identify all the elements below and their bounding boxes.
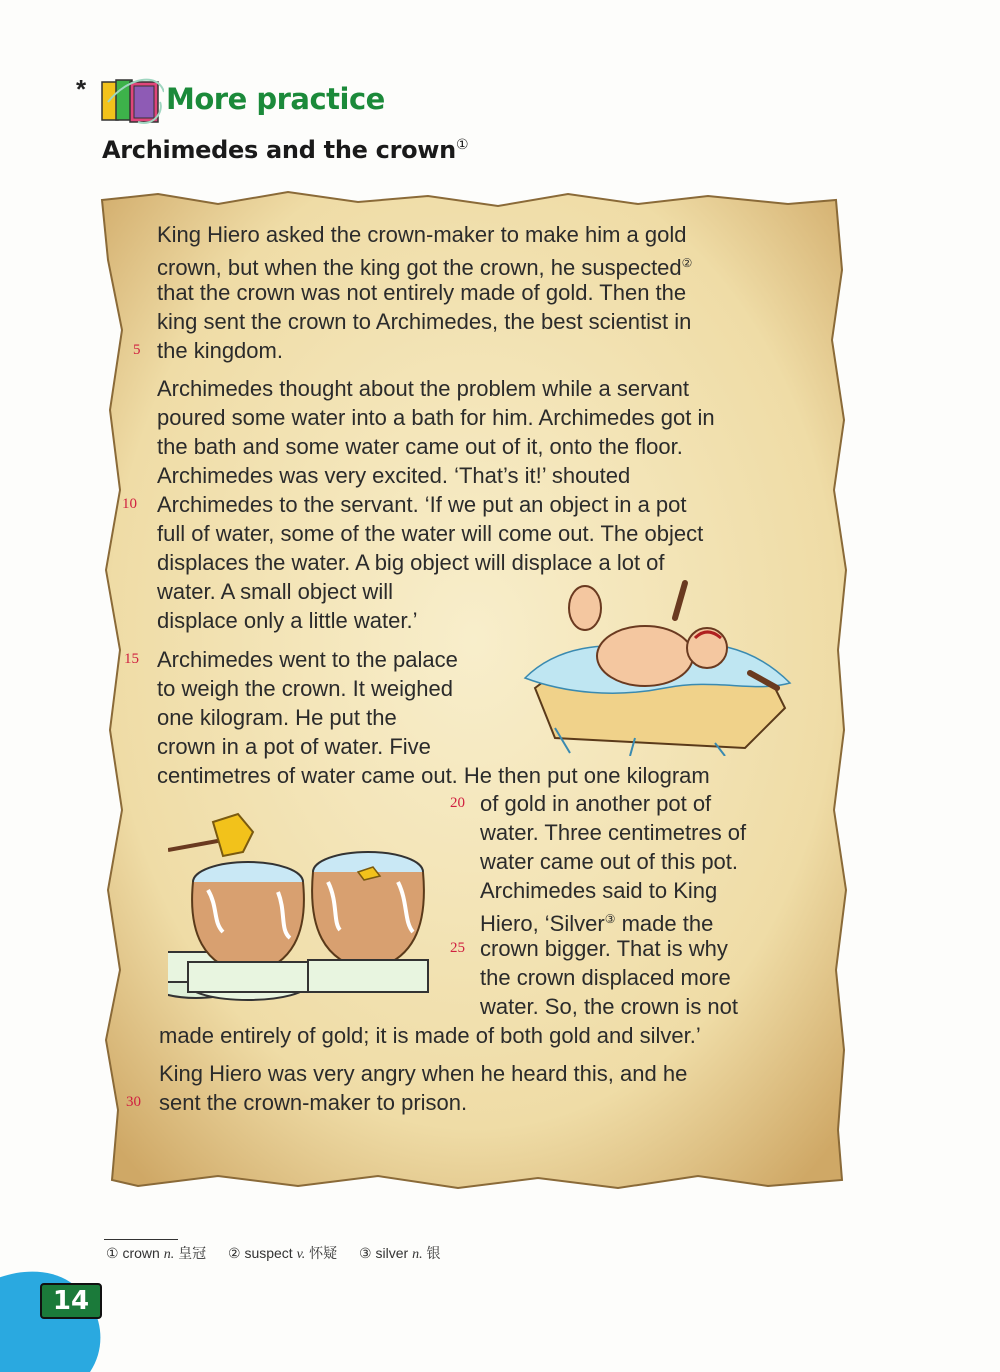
story-line-9: Archimedes was very excited. ‘That’s it!’ shouted — [157, 463, 631, 488]
story-line-3: that the crown was not entirely made of gold. Then the — [157, 280, 687, 305]
story-line-30: sent the crown-maker to prison. — [159, 1090, 468, 1115]
water-pots-illustration — [168, 812, 443, 1012]
footnote-1 — [106, 1245, 206, 1261]
story-line-29: King Hiero was very angry when he heard this, and he — [159, 1061, 688, 1086]
story-line-8: the bath and some water came out of it, onto the floor. — [157, 434, 683, 459]
books-icon — [98, 72, 164, 126]
footnotes — [106, 1243, 458, 1263]
footnote-3-mark: ③ — [359, 1245, 372, 1261]
footnote-2-mark: ② — [227, 1245, 241, 1261]
line-number-20: 20 — [450, 795, 465, 811]
footnote-3-meaning: 银 — [426, 1245, 441, 1261]
footnote-3-word: silver — [375, 1245, 409, 1261]
story-line-15: Archimedes went to the palace — [157, 647, 458, 672]
footnote-rule — [104, 1239, 178, 1240]
story-line-12: displaces the water. A big object will displace a lot of — [157, 550, 665, 575]
story-line-23: Archimedes said to King — [480, 878, 718, 903]
line-number-10: 10 — [122, 496, 137, 512]
footnote-2-word: suspect — [244, 1245, 293, 1261]
story-line-16: to weigh the crown. It weighed — [157, 676, 453, 701]
story-line-2-text: crown, but when the king got the crown, he suspected — [157, 255, 682, 280]
story-line-22: water came out of this pot. — [480, 849, 739, 874]
story-line-6: Archimedes thought about the problem while a servant — [157, 376, 689, 401]
story-line-13: water. A small object will — [157, 579, 393, 604]
story-title-text: Archimedes and the crown — [102, 136, 456, 164]
section-title: More practice — [166, 82, 385, 116]
footnote-ref-2: ② — [681, 256, 693, 270]
story-line-14: displace only a little water.’ — [157, 608, 418, 633]
story-line-11: full of water, some of the water will come out. The object — [157, 521, 704, 546]
story-line-5: the kingdom. — [157, 338, 283, 363]
footnote-3-pos: n. — [412, 1247, 423, 1262]
story-line-1: King Hiero asked the crown-maker to make him a gold — [157, 222, 687, 247]
footnote-2-pos: v. — [296, 1247, 306, 1262]
footnote-ref-3: ③ — [604, 912, 616, 926]
story-line-19: centimetres of water came out. He then put one kilogram — [157, 763, 710, 788]
footnote-1-word: crown — [122, 1245, 160, 1261]
footnote-1-mark: ① — [106, 1245, 119, 1261]
archimedes-bath-illustration — [515, 578, 800, 756]
line-number-30: 30 — [126, 1094, 141, 1110]
story-title — [102, 136, 468, 164]
footnote-2-meaning: 怀疑 — [309, 1245, 338, 1261]
story-line-26: the crown displaced more — [480, 965, 731, 990]
story-line-20: of gold in another pot of — [480, 791, 712, 816]
story-line-21: water. Three centimetres of — [480, 820, 747, 845]
story-line-7: poured some water into a bath for him. Archimedes got in — [157, 405, 715, 430]
story-line-10: Archimedes to the servant. ‘If we put an object in a pot — [157, 492, 687, 517]
footnote-1-meaning: 皇冠 — [178, 1245, 207, 1261]
story-line-25: crown bigger. That is why — [480, 936, 728, 961]
story-line-24-text: Hiero, ‘Silver — [480, 911, 605, 936]
story-line-4: king sent the crown to Archimedes, the best scientist in — [157, 309, 692, 334]
story-line-28: made entirely of gold; it is made of both gold and silver.’ — [159, 1023, 701, 1048]
story-line-17: one kilogram. He put the — [157, 705, 397, 730]
footnote-3 — [359, 1245, 440, 1261]
line-number-5: 5 — [133, 342, 141, 358]
line-number-25: 25 — [450, 940, 465, 956]
story-line-24-tail: made the — [621, 911, 714, 936]
footnote-ref-1: ① — [455, 137, 469, 153]
page-number: 14 — [40, 1283, 102, 1319]
footnote-2 — [228, 1245, 337, 1261]
line-number-15: 15 — [124, 651, 139, 667]
asterisk-mark: * — [76, 74, 87, 104]
footnote-1-pos: n. — [163, 1247, 175, 1262]
story-line-27: water. So, the crown is not — [480, 994, 739, 1019]
story-line-18: crown in a pot of water. Five — [157, 734, 431, 759]
